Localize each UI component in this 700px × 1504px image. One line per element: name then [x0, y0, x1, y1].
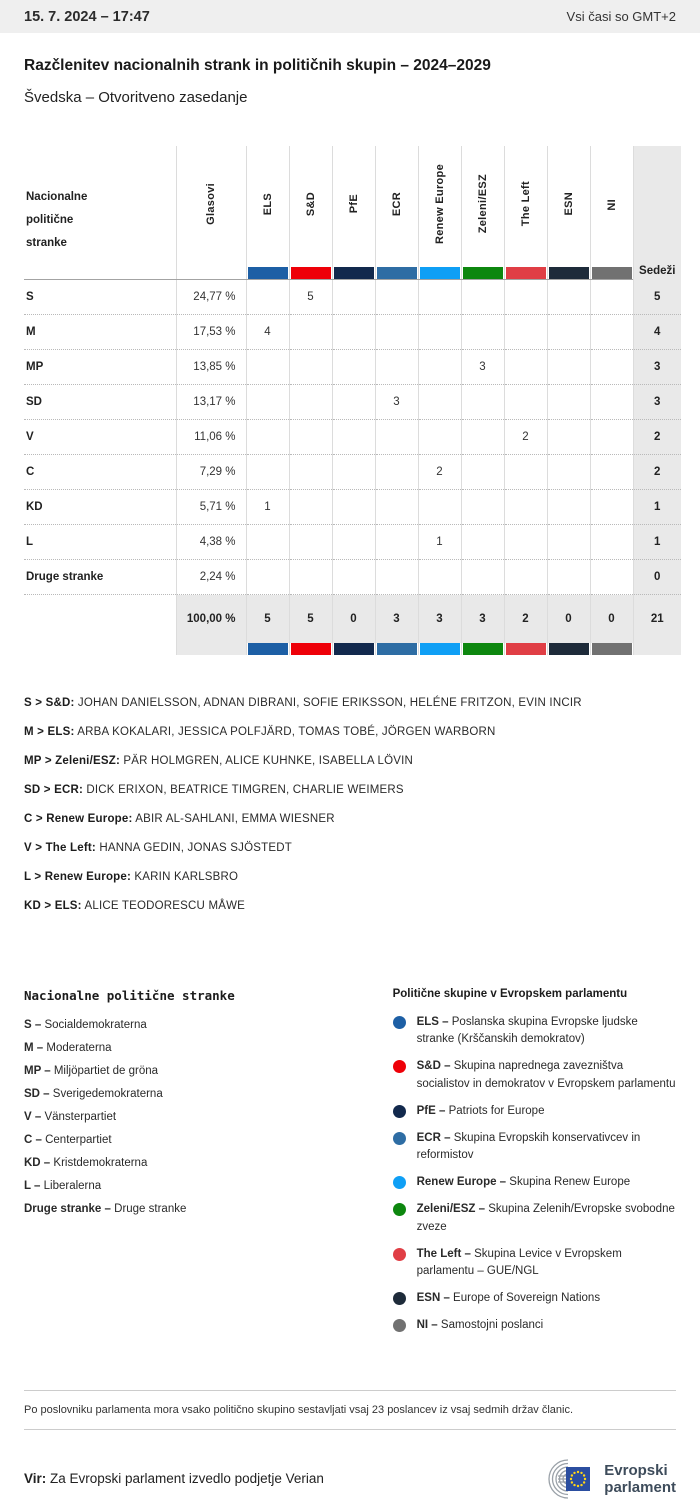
assignment-prefix: S > S&D:: [24, 696, 75, 709]
group-color-dot: [393, 1176, 406, 1189]
party-row: [24, 455, 681, 490]
group-color-bar-cell: [504, 643, 547, 655]
group-seats-cell: [246, 280, 289, 315]
seats-cell: 3: [633, 350, 681, 385]
total-group-seats-cell: 3: [375, 595, 418, 643]
group-abbr: PfE –: [416, 1104, 449, 1117]
group-color-bar-cell: [547, 643, 590, 655]
group-legend-item: [393, 1174, 676, 1192]
group-seats-cell: [289, 560, 332, 595]
title-block: [0, 33, 700, 106]
group-seats-cell: [504, 280, 547, 315]
column-header-group: ELS: [246, 146, 289, 267]
party-legend-item: M – Moderaterna: [24, 1041, 112, 1054]
assignment-prefix: V > The Left:: [24, 841, 96, 854]
group-legend-text: Zeleni/ESZ – Skupina Zelenih/Evropske svobodne zveze: [416, 1203, 675, 1233]
group-color-dot: [393, 1292, 406, 1305]
group-seats-cell: [289, 350, 332, 385]
party-legend-title: Nacionalne politične stranke: [24, 987, 235, 1003]
assignment-line: L > Renew Europe: KARIN KARLSBRO: [24, 870, 239, 883]
divider-bottom: [24, 1429, 676, 1430]
group-seats-cell: [547, 350, 590, 385]
group-seats-cell: [418, 385, 461, 420]
group-color-dot: [393, 1060, 406, 1073]
group-seats-cell: [504, 560, 547, 595]
party-label: Druge stranke: [24, 560, 176, 595]
group-seats-cell: [547, 420, 590, 455]
group-seats-cell: [246, 420, 289, 455]
rule-note: Po poslovniku parlamenta mora vsako politično skupino sestavljati vsaj 23 poslancev iz vsaj sedmih držav članic.: [24, 1403, 574, 1416]
total-group-seats-cell: 3: [418, 595, 461, 643]
votes-column-header: Glasovi: [176, 146, 246, 267]
group-abbr: ECR –: [416, 1131, 454, 1144]
footer: [24, 1390, 676, 1504]
group-seats-cell: [547, 385, 590, 420]
votes-cell: 11,06 %: [176, 420, 246, 455]
column-header-group: ECR: [375, 146, 418, 267]
party-abbr: MP –: [24, 1064, 51, 1077]
assignment-line: S > S&D: JOHAN DANIELSSON, ADNAN DIBRANI, SOFIE ERIKSSON, HELÉNE FRITZON, EVIN INCIR: [24, 696, 582, 709]
group-seats-cell: 1: [246, 490, 289, 525]
group-abbr: S&D –: [416, 1060, 454, 1073]
total-votes-cell: 100,00 %: [176, 595, 246, 643]
party-label: MP: [24, 350, 176, 385]
group-seats-cell: 2: [418, 455, 461, 490]
group-seats-cell: 3: [375, 385, 418, 420]
group-color-bar: [549, 267, 589, 279]
group-abbr: The Left –: [416, 1247, 475, 1260]
group-seats-cell: [461, 385, 504, 420]
group-seats-cell: [332, 455, 375, 490]
group-color-bar-cell: [590, 267, 633, 280]
party-abbr: KD –: [24, 1156, 51, 1169]
group-seats-cell: [547, 455, 590, 490]
total-seats-cell: 21: [633, 595, 681, 643]
party-row: [24, 560, 681, 595]
total-group-seats-cell: 5: [246, 595, 289, 643]
group-seats-cell: [246, 525, 289, 560]
group-legend-item: [393, 1058, 676, 1094]
group-legend-item: [393, 1290, 676, 1308]
seats-cell: 2: [633, 420, 681, 455]
party-legend-item: V – Vänsterpartiet: [24, 1110, 117, 1123]
group-color-bar: [291, 267, 331, 279]
group-seats-cell: [590, 280, 633, 315]
group-seats-cell: [590, 315, 633, 350]
assignment-line: V > The Left: HANNA GEDIN, JONAS SJÖSTEDT: [24, 841, 292, 854]
group-seats-cell: [547, 525, 590, 560]
group-color-bar-cell: [418, 267, 461, 280]
group-seats-cell: [246, 455, 289, 490]
group-legend-item: [393, 1130, 676, 1166]
group-seats-cell: [504, 525, 547, 560]
total-group-seats-cell: 0: [547, 595, 590, 643]
group-seats-cell: [246, 560, 289, 595]
party-label: S: [24, 280, 176, 315]
seats-cell: 4: [633, 315, 681, 350]
group-seats-cell: [418, 350, 461, 385]
party-abbr: S –: [24, 1018, 42, 1031]
group-color-bar: [334, 267, 374, 279]
assignment-prefix: M > ELS:: [24, 725, 75, 738]
total-group-seats-cell: 5: [289, 595, 332, 643]
assignment-line: MP > Zeleni/ESZ: PÄR HOLMGREN, ALICE KUHNKE, ISABELLA LÖVIN: [24, 754, 413, 767]
group-seats-cell: [289, 420, 332, 455]
eu-parliament-logo: [530, 1454, 676, 1504]
votes-cell: 13,85 %: [176, 350, 246, 385]
assignment-prefix: MP > Zeleni/ESZ:: [24, 754, 120, 767]
group-seats-cell: [461, 420, 504, 455]
party-label: SD: [24, 385, 176, 420]
group-legend-text: Renew Europe – Skupina Renew Europe: [416, 1176, 631, 1189]
group-color-bar-row-bottom: [24, 643, 681, 655]
group-legend-text: The Left – Skupina Levice v Evropskem parlamentu – GUE/NGL: [416, 1247, 622, 1278]
group-seats-cell: [375, 525, 418, 560]
group-legend-item: [393, 1103, 676, 1121]
source-line: [24, 1471, 324, 1486]
party-abbr: M –: [24, 1041, 44, 1054]
column-header-group: S&D: [289, 146, 332, 267]
party-label: V: [24, 420, 176, 455]
column-header-group: Zeleni/ESZ: [461, 146, 504, 267]
source-text: Za Evropski parlament izvedlo podjetje Verian: [46, 1471, 324, 1487]
group-abbr: ESN –: [416, 1292, 454, 1305]
group-legend-item: [393, 1014, 676, 1050]
party-legend-item: MP – Miljöpartiet de gröna: [24, 1064, 159, 1077]
column-header-group: ESN: [547, 146, 590, 267]
source-label: Vir:: [24, 1471, 47, 1487]
group-color-dot: [393, 1132, 406, 1145]
column-header-group: The Left: [504, 146, 547, 267]
group-seats-cell: [461, 455, 504, 490]
party-label: L: [24, 525, 176, 560]
group-seats-cell: [375, 455, 418, 490]
group-seats-cell: [590, 455, 633, 490]
group-seats-cell: [332, 385, 375, 420]
assignment-line: C > Renew Europe: ABIR AL-SAHLANI, EMMA WIESNER: [24, 812, 335, 825]
seats-table-wrap: [24, 146, 700, 655]
group-color-bar-cell: [375, 643, 418, 655]
party-legend-item: Druge stranke – Druge stranke: [24, 1202, 187, 1215]
group-color-bar-row: [24, 267, 681, 280]
group-legend-text: ELS – Poslanska skupina Evropske ljudske stranke (Krščanskih demokratov): [416, 1015, 638, 1046]
group-color-bar: [291, 643, 331, 655]
group-color-bar: [463, 643, 503, 655]
group-color-bar-cell: [461, 643, 504, 655]
assignment-prefix: SD > ECR:: [24, 783, 83, 796]
group-color-bar-cell: [289, 267, 332, 280]
group-seats-cell: [590, 560, 633, 595]
group-color-dot: [393, 1105, 406, 1118]
party-label: M: [24, 315, 176, 350]
column-header-group: Renew Europe: [418, 146, 461, 267]
total-group-seats-cell: 0: [590, 595, 633, 643]
assignment-prefix: KD > ELS:: [24, 899, 82, 912]
party-row: [24, 280, 681, 315]
group-color-bar-cell: [590, 643, 633, 655]
hemicycle-eu-flag-icon: [530, 1454, 596, 1504]
party-label: KD: [24, 490, 176, 525]
group-legend-text: NI – Samostojni poslanci: [416, 1319, 544, 1332]
group-color-bar-cell: [547, 267, 590, 280]
column-header-group: NI: [590, 146, 633, 267]
total-group-seats-cell: 2: [504, 595, 547, 643]
group-color-bar-cell: [246, 267, 289, 280]
seats-cell: 1: [633, 490, 681, 525]
group-seats-cell: [504, 455, 547, 490]
table-header-row: [24, 146, 681, 267]
seats-cell: 0: [633, 560, 681, 595]
group-seats-cell: [418, 420, 461, 455]
group-color-bar: [420, 267, 460, 279]
group-abbr: ELS –: [416, 1015, 452, 1028]
group-seats-cell: [418, 560, 461, 595]
group-seats-cell: [590, 350, 633, 385]
group-seats-cell: [461, 315, 504, 350]
seats-table: [24, 146, 681, 655]
party-label: C: [24, 455, 176, 490]
group-seats-cell: [246, 350, 289, 385]
group-seats-cell: [547, 560, 590, 595]
party-row: [24, 490, 681, 525]
logo-text-line1: Evropski: [604, 1461, 668, 1479]
group-seats-cell: [289, 315, 332, 350]
group-color-bar-cell: [289, 643, 332, 655]
group-seats-cell: [332, 350, 375, 385]
group-seats-cell: [590, 420, 633, 455]
total-group-seats-cell: 0: [332, 595, 375, 643]
group-color-bar: [377, 267, 417, 279]
group-color-bar-cell: [246, 643, 289, 655]
group-color-bar-cell: [332, 267, 375, 280]
group-seats-cell: [289, 490, 332, 525]
group-seats-cell: [547, 315, 590, 350]
group-seats-cell: [461, 490, 504, 525]
group-seats-cell: [504, 350, 547, 385]
group-seats-cell: [332, 280, 375, 315]
group-seats-cell: [504, 315, 547, 350]
group-seats-cell: [375, 280, 418, 315]
group-color-bar-cell: [504, 267, 547, 280]
group-legend-text: PfE – Patriots for Europe: [416, 1104, 545, 1117]
group-seats-cell: 1: [418, 525, 461, 560]
datetime-label: 15. 7. 2024 – 17:47: [24, 8, 150, 25]
group-legend-text: ESN – Europe of Sovereign Nations: [416, 1292, 601, 1305]
party-row: [24, 385, 681, 420]
group-seats-cell: [289, 455, 332, 490]
seats-cell: 1: [633, 525, 681, 560]
group-color-bar: [549, 643, 589, 655]
group-seats-cell: [332, 490, 375, 525]
group-color-bar: [592, 267, 632, 279]
group-seats-cell: [547, 490, 590, 525]
group-color-dot: [393, 1016, 406, 1029]
group-seats-cell: [289, 385, 332, 420]
seats-cell: 2: [633, 455, 681, 490]
group-color-bar: [248, 643, 288, 655]
assignment-line: M > ELS: ARBA KOKALARI, JESSICA POLFJÄRD, TOMAS TOBÉ, JÖRGEN WARBORN: [24, 725, 496, 738]
assignment-prefix: C > Renew Europe:: [24, 812, 133, 825]
votes-cell: 13,17 %: [176, 385, 246, 420]
group-seats-cell: 5: [289, 280, 332, 315]
seats-column-header: Sedeži: [633, 146, 681, 280]
party-abbr: V –: [24, 1110, 42, 1123]
group-seats-cell: [461, 280, 504, 315]
group-seats-cell: [375, 315, 418, 350]
group-color-bar: [420, 643, 460, 655]
total-group-seats-cell: 3: [461, 595, 504, 643]
group-seats-cell: [289, 525, 332, 560]
votes-cell: 5,71 %: [176, 490, 246, 525]
group-color-bar: [248, 267, 288, 279]
party-row: [24, 315, 681, 350]
assignment-line: SD > ECR: DICK ERIXON, BEATRICE TIMGREN, CHARLIE WEIMERS: [24, 783, 404, 796]
group-seats-cell: [504, 385, 547, 420]
group-seats-cell: [590, 385, 633, 420]
group-seats-cell: 4: [246, 315, 289, 350]
party-abbr: C –: [24, 1133, 42, 1146]
group-color-bar-cell: [461, 267, 504, 280]
group-seats-cell: 3: [461, 350, 504, 385]
group-color-bar: [463, 267, 503, 279]
seats-cell: 5: [633, 280, 681, 315]
group-seats-cell: [590, 525, 633, 560]
group-color-bar: [377, 643, 417, 655]
group-seats-cell: [418, 280, 461, 315]
group-abbr: NI –: [416, 1319, 441, 1332]
group-legend-text: ECR – Skupina Evropskih konservativcev in reformistov: [416, 1131, 641, 1162]
corner-header: [24, 146, 176, 267]
group-seats-cell: [461, 560, 504, 595]
group-seats-cell: [547, 280, 590, 315]
party-abbr: L –: [24, 1179, 41, 1192]
votes-cell: 2,24 %: [176, 560, 246, 595]
votes-cell: 7,29 %: [176, 455, 246, 490]
group-color-dot: [393, 1319, 406, 1332]
group-color-dot: [393, 1203, 406, 1216]
votes-cell: 17,53 %: [176, 315, 246, 350]
group-seats-cell: [332, 315, 375, 350]
group-seats-cell: [375, 560, 418, 595]
legends: [24, 988, 676, 1344]
top-bar: [0, 0, 700, 33]
group-color-bar-cell: [418, 643, 461, 655]
group-legend-item: [393, 1246, 676, 1282]
group-seats-cell: [246, 385, 289, 420]
seats-cell: 3: [633, 385, 681, 420]
page-title: Razčlenitev nacionalnih strank in političnih skupin – 2024–2029: [24, 57, 491, 74]
party-legend-item: S – Socialdemokraterna: [24, 1018, 147, 1031]
group-legend-item: [393, 1317, 676, 1335]
party-legend-item: L – Liberalerna: [24, 1179, 102, 1192]
group-seats-cell: [332, 525, 375, 560]
group-color-bar: [592, 643, 632, 655]
group-legend-item: [393, 1201, 676, 1237]
group-seats-cell: [332, 560, 375, 595]
votes-cell: 4,38 %: [176, 525, 246, 560]
group-seats-cell: [375, 420, 418, 455]
party-row: [24, 350, 681, 385]
corner-label: Nacionalne politične stranke: [26, 191, 88, 249]
column-header-group: PfE: [332, 146, 375, 267]
logo-text: [604, 1462, 676, 1497]
party-legend-item: C – Centerpartiet: [24, 1133, 112, 1146]
assignment-line: KD > ELS: ALICE TEODORESCU MÅWE: [24, 899, 246, 912]
group-seats-cell: [375, 490, 418, 525]
group-color-bar: [334, 643, 374, 655]
group-seats-cell: [332, 420, 375, 455]
group-legend-title: Politične skupine v Evropskem parlamentu: [392, 987, 628, 1000]
assignment-prefix: L > Renew Europe:: [24, 870, 132, 883]
group-seats-cell: 2: [504, 420, 547, 455]
group-seats-cell: [418, 490, 461, 525]
party-row: [24, 420, 681, 455]
page-subtitle: Švedska – Otvoritveno zasedanje: [24, 89, 248, 106]
party-legend: [24, 988, 393, 1344]
group-seats-cell: [590, 490, 633, 525]
group-seats-cell: [461, 525, 504, 560]
group-abbr: Renew Europe –: [416, 1176, 510, 1189]
party-abbr: SD –: [24, 1087, 50, 1100]
total-row: [24, 595, 681, 643]
group-seats-cell: [375, 350, 418, 385]
timezone-note: Vsi časi so GMT+2: [566, 9, 676, 24]
group-color-dot: [393, 1248, 406, 1261]
party-legend-item: SD – Sverigedemokraterna: [24, 1087, 163, 1100]
group-color-bar: [506, 643, 546, 655]
party-abbr: Druge stranke –: [24, 1202, 111, 1215]
group-color-bar-cell: [375, 267, 418, 280]
logo-text-line2: parlament: [604, 1478, 676, 1496]
group-seats-cell: [504, 490, 547, 525]
group-color-bar-cell: [332, 643, 375, 655]
votes-cell: 24,77 %: [176, 280, 246, 315]
group-legend-text: S&D – Skupina naprednega zavezništva socialistov in demokratov v Evropskem parlamentu: [416, 1060, 676, 1090]
group-abbr: Zeleni/ESZ –: [416, 1203, 489, 1215]
group-legend: [393, 988, 676, 1344]
party-row: [24, 525, 681, 560]
assignments-list: [24, 697, 676, 912]
group-seats-cell: [418, 315, 461, 350]
party-legend-item: KD – Kristdemokraterna: [24, 1156, 148, 1169]
group-color-bar: [506, 267, 546, 279]
